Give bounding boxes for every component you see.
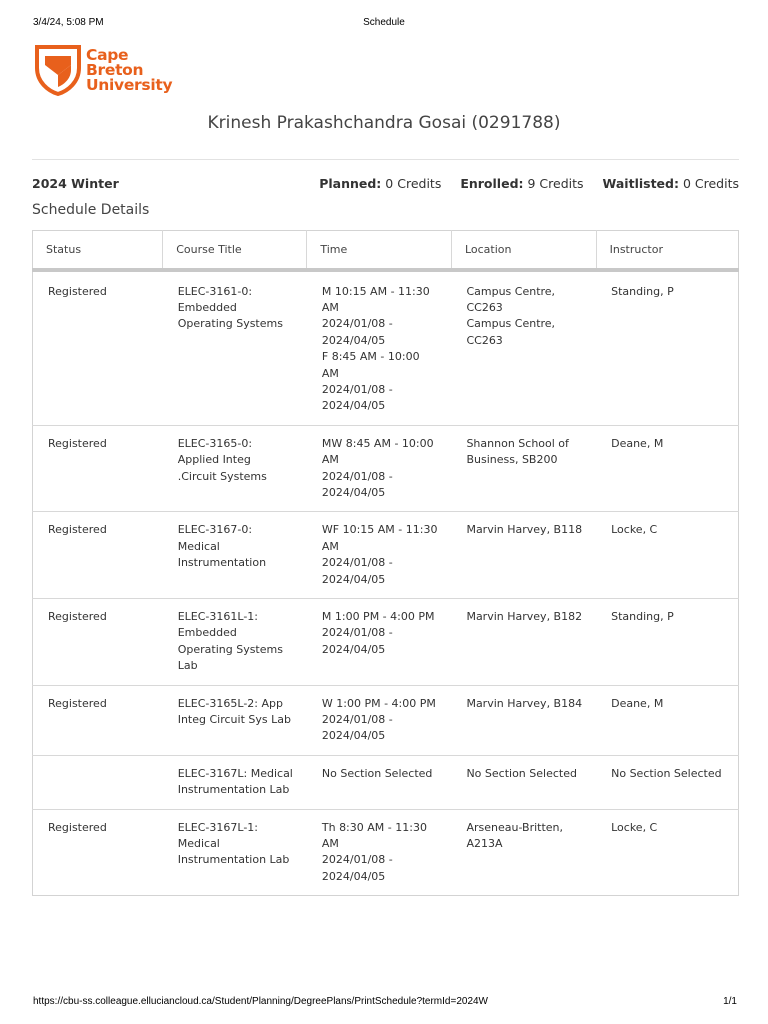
course-title-cell [163,270,307,426]
instructor-cell-line: No Section Selected [611,766,722,780]
course-title-cell-line: ELEC-3167-0: [177,523,253,537]
enrolled-credits [460,176,583,191]
waitlisted-value: 0 Credits [682,176,739,191]
column-header-status: Status [33,231,163,270]
course-title-cell-line: Integ Circuit Sys Lab [177,713,291,727]
time-cell-line: 2024/04/05 [321,869,386,883]
course-title-cell-line: ELEC-3161L-1: [177,610,259,623]
time-cell-line: 2024/04/05 [321,399,386,413]
table-row [33,512,739,599]
course-title-cell-line: Lab [177,659,198,673]
logo-line-university: University [86,75,173,94]
time-cell-line: 2024/01/08 - [321,556,393,570]
status-cell: Registered [33,512,163,599]
cape-breton-shield-icon [34,44,82,96]
course-title-cell-line: ELEC-3165-0: [177,436,253,450]
student-name: Krinesh Prakashchandra Gosai (0291788) [207,113,561,133]
course-title-cell-line: Instrumentation Lab [177,783,290,797]
course-title-cell-line: ELEC-3167L-1: [177,820,259,834]
print-page-title: Schedule [363,17,405,28]
course-title-cell-line: Embedded [177,626,237,640]
course-title-cell [163,809,307,896]
time-cell-line: 2024/01/08 - [321,382,393,396]
term-summary [32,176,739,194]
time-cell-line: 2024/04/05 [321,729,386,743]
time-cell-line: 2024/01/08 - [321,853,393,867]
instructor-cell-line: Locke, C [611,820,658,834]
status-cell: Registered [48,284,107,298]
instructor-cell [596,270,738,426]
time-cell [307,512,452,599]
location-cell-line: A213A [466,837,503,851]
course-title-cell-line: Applied Integ [177,453,251,467]
location-cell [451,425,596,512]
time-cell-line: 2024/01/08 - [321,317,393,331]
table-row [33,270,739,426]
university-logo [34,44,174,96]
course-title-cell-line: Instrumentation Lab [177,853,290,867]
print-page-number: 1/1 [723,996,737,1007]
instructor-cell [596,512,738,599]
location-cell [451,809,596,896]
time-cell-line: M 1:00 PM - 4:00 PM [321,610,435,623]
time-cell-line: 2024/04/05 [321,333,386,347]
course-title-cell [163,512,307,599]
time-cell-line: W 1:00 PM - 4:00 PM [321,696,436,710]
course-title-cell-line: .Circuit Systems [177,469,267,483]
planned-label: Planned: [319,176,382,191]
time-cell-line: 2024/04/05 [321,572,386,586]
print-url: https://cbu-ss.colleague.elluciancloud.ca/Student/Planning/DegreePlans/PrintSchedule?termId=2024W [33,996,488,1007]
table-row [33,599,739,686]
planned-value: 0 Credits [385,176,442,191]
status-cell [33,755,163,809]
time-cell-line: 2024/01/08 - [321,469,393,483]
column-header-instructor: Instructor [596,231,738,270]
time-cell-line: AM [321,300,339,314]
schedule-table-body [33,270,739,896]
table-row [33,755,739,809]
time-cell-line: AM [321,366,339,380]
instructor-cell [596,809,738,896]
planned-credits [319,176,441,191]
schedule-details-heading: Schedule Details [32,202,150,218]
time-cell [307,425,452,512]
location-cell-line: Campus Centre, [466,284,556,298]
time-cell-line: AM [321,539,339,553]
location-cell [451,270,596,426]
schedule-table [32,230,739,896]
print-header [0,17,768,31]
column-header-course-title: Course Title [163,231,307,270]
logo-line-breton: Breton [86,60,144,79]
column-header-location: Location [451,231,596,270]
time-cell-line: WF 10:15 AM - 11:30 [321,523,438,537]
instructor-cell-line: Standing, P [611,610,674,623]
location-cell [451,755,596,809]
location-cell-line: Marvin Harvey, B182 [466,610,583,623]
course-title-cell-line: ELEC-3165L-2: App [177,696,283,710]
time-cell [307,755,452,809]
instructor-cell [596,599,738,686]
table-header-row [33,231,739,270]
header-divider [32,159,739,160]
instructor-cell-line: Deane, M [611,696,664,710]
table-row [33,685,739,755]
time-cell [307,270,452,426]
enrolled-value: 9 Credits [527,176,584,191]
time-cell-line: 2024/01/08 - [321,626,393,640]
location-cell-line: No Section Selected [466,766,577,780]
instructor-cell-line: Standing, P [611,284,674,298]
time-cell-line: AM [321,837,339,851]
instructor-cell [596,425,738,512]
location-cell [451,512,596,599]
column-header-time: Time [307,231,452,270]
instructor-cell-line: Locke, C [611,523,658,537]
course-title-cell-line: ELEC-3167L: Medical [177,766,293,780]
enrolled-label: Enrolled: [460,176,524,191]
time-cell-line: No Section Selected [321,766,433,780]
status-cell: Registered [33,425,163,512]
status-cell: Registered [33,809,163,896]
course-title-cell [163,425,307,512]
location-cell-line: Arseneau-Britten, [466,820,564,834]
waitlisted-label: Waitlisted: [602,176,679,191]
location-cell-line: Marvin Harvey, B184 [466,696,583,710]
table-row [33,425,739,512]
time-cell-line: Th 8:30 AM - 11:30 [321,820,427,834]
term-name: 2024 Winter [32,176,119,191]
time-cell-line: 2024/04/05 [321,642,386,656]
course-title-cell [163,755,307,809]
course-title-cell-line: ELEC-3161-0: [177,284,253,298]
time-cell-line: F 8:45 AM - 10:00 [321,350,420,364]
instructor-cell-line: Deane, M [611,436,664,450]
course-title-cell [163,599,307,686]
table-row [33,809,739,896]
course-title-cell-line: Instrumentation [177,556,267,570]
location-cell-line: Campus Centre, [466,317,556,331]
location-cell-line: CC263 [466,333,503,347]
course-title-cell-line: Medical [177,539,220,553]
instructor-cell [596,685,738,755]
print-footer [0,996,768,1010]
status-cell: Registered [33,599,163,686]
logo-line-cape: Cape [86,45,129,64]
location-cell-line: Shannon School of [466,436,569,450]
location-cell-line: Business, SB200 [466,453,558,467]
time-cell [307,599,452,686]
logo-wordmark [86,45,173,94]
course-title-cell [163,685,307,755]
course-title-cell-line: Medical [177,837,220,851]
time-cell-line: 2024/04/05 [321,485,386,499]
time-cell [307,685,452,755]
time-cell-line: AM [321,453,339,467]
location-cell [451,599,596,686]
time-cell [307,809,452,896]
time-cell-line: 2024/01/08 - [321,713,393,727]
time-cell-line: M 10:15 AM - 11:30 [321,284,430,298]
credit-summary [319,176,739,191]
course-title-cell-line: Operating Systems [177,317,283,331]
print-datetime: 3/4/24, 5:08 PM [33,17,104,28]
course-title-cell-line: Operating Systems [177,642,283,656]
instructor-cell [596,755,738,809]
status-cell: Registered [33,685,163,755]
course-title-cell-line: Embedded [177,300,237,314]
location-cell-line: Marvin Harvey, B118 [466,523,583,537]
location-cell-line: CC263 [466,300,503,314]
location-cell [451,685,596,755]
waitlisted-credits [603,176,739,191]
time-cell-line: MW 8:45 AM - 10:00 [321,436,434,450]
